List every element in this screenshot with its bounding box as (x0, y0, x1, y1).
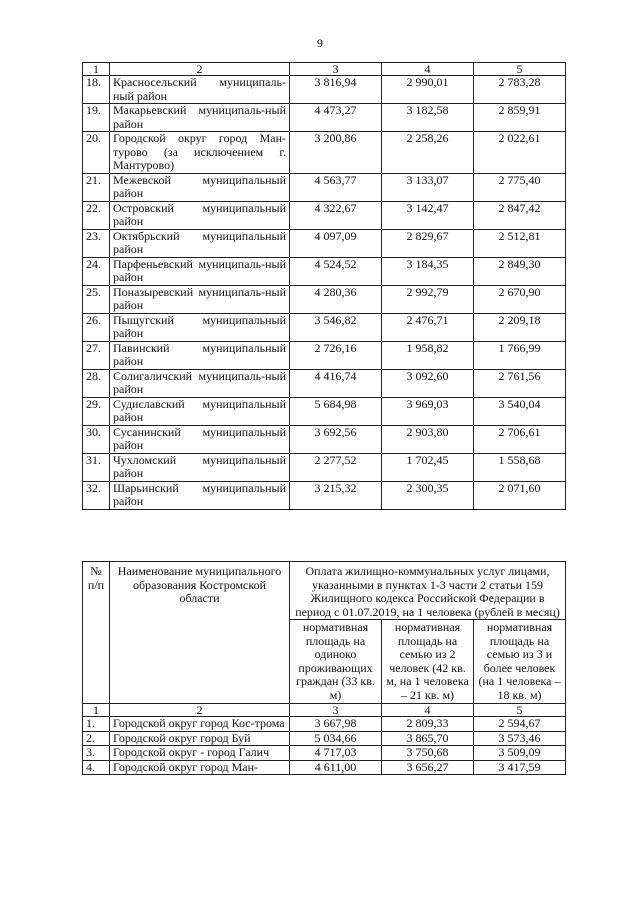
value-single: 3 200,86 (290, 132, 382, 174)
value-single: 2 277,52 (290, 453, 382, 481)
table-row (83, 313, 566, 341)
table-body (83, 63, 566, 510)
value-single: 4 280,36 (290, 285, 382, 313)
table-row (83, 173, 566, 201)
value-family-3: 2 775,40 (474, 173, 566, 201)
value-family-2: 3 133,07 (382, 173, 474, 201)
value-family-3: 2 071,60 (474, 481, 566, 509)
value-single: 4 524,52 (290, 257, 382, 285)
value-family-2: 3 184,35 (382, 257, 474, 285)
row-number: 24. (83, 257, 110, 285)
value-single: 4 322,67 (290, 201, 382, 229)
value-family-3: 2 847,42 (474, 201, 566, 229)
value-single: 3 215,32 (290, 481, 382, 509)
value-family-3: 2 706,61 (474, 425, 566, 453)
value-family-2: 1 958,82 (382, 341, 474, 369)
municipality-name: Солигаличский муниципаль-ный район (110, 369, 290, 397)
page-number: 9 (317, 36, 323, 50)
header-single: нормативная площадь на одиноко проживающих граждан (33 кв. м) (290, 620, 382, 704)
table-row (83, 760, 566, 775)
row-number: 21. (83, 173, 110, 201)
table-row (83, 341, 566, 369)
value-family-3: 2 859,91 (474, 104, 566, 132)
value-single: 3 546,82 (290, 313, 382, 341)
municipality-name: Островский муниципальный район (110, 201, 290, 229)
table-row (83, 369, 566, 397)
value-family-3: 2 594,67 (474, 717, 566, 732)
table-row (83, 731, 566, 746)
col-number: 5 (474, 704, 566, 717)
value-family-2: 3 969,03 (382, 397, 474, 425)
table-body (83, 562, 566, 775)
value-family-2: 2 903,80 (382, 425, 474, 453)
table-row (83, 453, 566, 481)
table-row (83, 229, 566, 257)
value-family-3: 2 022,61 (474, 132, 566, 174)
municipality-name: Шарьинский муниципальный район (110, 481, 290, 509)
value-single: 4 473,27 (290, 104, 382, 132)
municipality-name: Судиславский муниципальный район (110, 397, 290, 425)
header-family-3: нормативная площадь на семью из 3 и более человек (на 1 человека – 18 кв. м) (474, 620, 566, 704)
col-number: 1 (83, 63, 110, 76)
table-row (83, 285, 566, 313)
row-number: 23. (83, 229, 110, 257)
value-family-2: 3 142,47 (382, 201, 474, 229)
col-number: 1 (83, 704, 110, 717)
municipality-name: Октябрьский муниципальный район (110, 229, 290, 257)
row-number: 32. (83, 481, 110, 509)
municipality-name: Парфеньевский муниципаль-ный район (110, 257, 290, 285)
municipality-name: Городской округ - город Галич (110, 746, 290, 761)
municipality-name: Макарьевский муниципаль-ный район (110, 104, 290, 132)
row-number: 19. (83, 104, 110, 132)
col-number: 4 (382, 704, 474, 717)
value-family-3: 3 417,59 (474, 760, 566, 775)
municipality-name: Красносельский муниципаль-ный район (110, 76, 290, 104)
header-payment: Оплата жилищно-коммунальных услуг лицами, указанными в пунктах 1-3 части 2 статьи 159 Жилищного кодекса Российской Федерации в период с 01.07.2019, на 1 человека (рублей в месяц) (290, 562, 566, 620)
table-payment-rates (82, 561, 566, 775)
row-number: 30. (83, 425, 110, 453)
value-single: 5 684,98 (290, 397, 382, 425)
value-family-2: 3 656,27 (382, 760, 474, 775)
value-family-3: 1 558,68 (474, 453, 566, 481)
header-num: № п/п (83, 562, 110, 704)
row-number: 28. (83, 369, 110, 397)
col-number: 3 (290, 704, 382, 717)
value-family-3: 2 761,56 (474, 369, 566, 397)
value-single: 2 726,16 (290, 341, 382, 369)
row-number: 22. (83, 201, 110, 229)
municipality-name: Чухломский муниципальный район (110, 453, 290, 481)
table-row (83, 257, 566, 285)
value-single: 3 667,98 (290, 717, 382, 732)
table-row (83, 132, 566, 174)
municipality-name: Городской округ город Буй (110, 731, 290, 746)
row-number: 18. (83, 76, 110, 104)
value-single: 3 816,94 (290, 76, 382, 104)
municipality-name: Пыщугский муниципальный район (110, 313, 290, 341)
row-number: 2. (83, 731, 110, 746)
value-single: 4 717,03 (290, 746, 382, 761)
municipality-name: Городской округ город Ман- (110, 760, 290, 775)
table-row (83, 425, 566, 453)
value-family-2: 1 702,45 (382, 453, 474, 481)
value-family-2: 2 258,26 (382, 132, 474, 174)
municipality-name: Городской округ город Ман-турово (за исключением г. Мантурово) (110, 132, 290, 174)
table-row (83, 481, 566, 509)
value-family-3: 1 766,99 (474, 341, 566, 369)
table-row (83, 746, 566, 761)
municipality-name: Сусанинский муниципальный район (110, 425, 290, 453)
header-row (83, 562, 566, 620)
value-family-2: 2 992,79 (382, 285, 474, 313)
value-family-2: 3 750,68 (382, 746, 474, 761)
table-continuation (82, 62, 566, 510)
value-family-3: 2 783,28 (474, 76, 566, 104)
col-number: 2 (110, 704, 290, 717)
value-family-3: 3 509,09 (474, 746, 566, 761)
value-family-2: 2 300,35 (382, 481, 474, 509)
row-number: 4. (83, 760, 110, 775)
header-family-2: нормативная площадь на семью из 2 человек (42 кв. м, на 1 человека – 21 кв. м) (382, 620, 474, 704)
col-number: 2 (110, 63, 290, 76)
value-single: 3 692,56 (290, 425, 382, 453)
municipality-name: Городской округ город Кос-трома (110, 717, 290, 732)
value-family-3: 2 670,90 (474, 285, 566, 313)
value-family-3: 3 540,04 (474, 397, 566, 425)
row-number: 25. (83, 285, 110, 313)
municipality-name: Поназыревский муниципаль-ный район (110, 285, 290, 313)
value-family-3: 3 573,46 (474, 731, 566, 746)
value-family-2: 3 092,60 (382, 369, 474, 397)
column-number-row (83, 704, 566, 717)
value-single: 5 034,66 (290, 731, 382, 746)
value-family-2: 3 865,70 (382, 731, 474, 746)
col-number: 5 (474, 63, 566, 76)
value-single: 4 416,74 (290, 369, 382, 397)
table-row (83, 397, 566, 425)
value-family-2: 2 809,33 (382, 717, 474, 732)
municipality-name: Межевской муниципальный район (110, 173, 290, 201)
row-number: 1. (83, 717, 110, 732)
value-family-2: 2 476,71 (382, 313, 474, 341)
municipality-name: Павинский муниципальный район (110, 341, 290, 369)
value-family-3: 2 849,30 (474, 257, 566, 285)
table-row (83, 717, 566, 732)
col-number: 3 (290, 63, 382, 76)
row-number: 20. (83, 132, 110, 174)
table-row (83, 76, 566, 104)
value-single: 4 563,77 (290, 173, 382, 201)
value-single: 4 097,09 (290, 229, 382, 257)
row-number: 3. (83, 746, 110, 761)
table-row (83, 104, 566, 132)
value-family-2: 2 829,67 (382, 229, 474, 257)
column-number-row (83, 63, 566, 76)
value-single: 4 611,00 (290, 760, 382, 775)
value-family-3: 2 209,18 (474, 313, 566, 341)
value-family-2: 2 990,01 (382, 76, 474, 104)
row-number: 27. (83, 341, 110, 369)
header-name: Наименование муниципального образования Костромской области (110, 562, 290, 704)
table-row (83, 201, 566, 229)
row-number: 26. (83, 313, 110, 341)
value-family-3: 2 512,81 (474, 229, 566, 257)
value-family-2: 3 182,58 (382, 104, 474, 132)
col-number: 4 (382, 63, 474, 76)
row-number: 29. (83, 397, 110, 425)
row-number: 31. (83, 453, 110, 481)
